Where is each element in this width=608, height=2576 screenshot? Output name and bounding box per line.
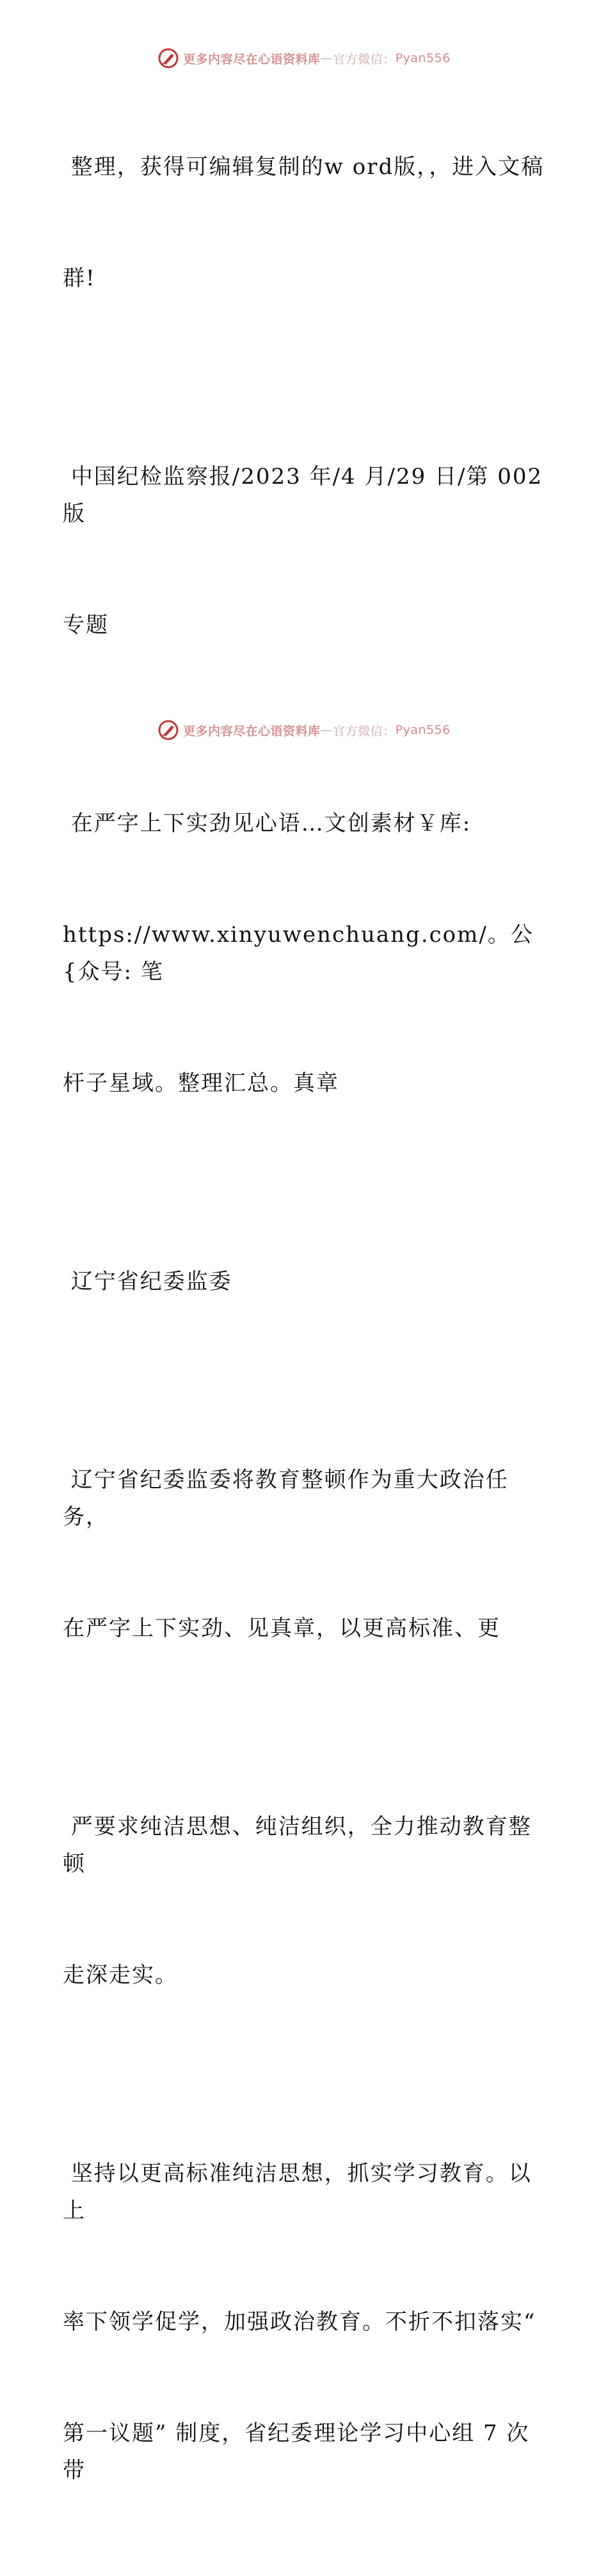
text-line: 专题 xyxy=(63,612,109,638)
banner-wechat-id: Pyan556 xyxy=(395,723,451,737)
paragraph-author xyxy=(63,1189,549,1374)
paragraph-body-2 xyxy=(63,1734,549,2068)
banner-wechat-label: 官方微信： xyxy=(333,52,396,67)
quill-logo-icon xyxy=(157,47,179,69)
text-line: 杆子星域。整理汇总。真章 xyxy=(63,1070,339,1096)
banner-dash: — xyxy=(320,723,333,737)
text-line: 严要求纯洁思想、纯洁组织，全力推动教育整顿 xyxy=(63,1814,532,1877)
text-line: 辽宁省纪委监委将教育整顿作为重大政治任务， xyxy=(63,1467,509,1530)
text-line: https://www.xinyuwenchuang.com/。公{众号: 笔 xyxy=(63,922,534,985)
banner-wechat-id: Pyan556 xyxy=(395,51,451,65)
paragraph-source xyxy=(63,384,549,718)
text-line: 坚持以更高标准纯洁思想，抓实学习教育。以上 xyxy=(63,2161,532,2223)
paragraph-body-1 xyxy=(63,1387,549,1721)
text-line: 在严字上下实劲见心语…文创素材￥库: xyxy=(63,811,472,836)
text-line: 走深走实。 xyxy=(63,1962,178,1988)
paragraph-body-3 xyxy=(63,2081,549,2563)
banner-main-text: 更多内容尽在心语资料库 xyxy=(183,724,321,738)
text-line: 群! xyxy=(63,266,96,291)
text-line: 辽宁省纪委监委 xyxy=(63,1269,232,1294)
header-watermark-banner xyxy=(0,45,608,71)
banner-wechat-label: 官方微信： xyxy=(333,724,396,738)
banner-main-text: 更多内容尽在心语资料库 xyxy=(183,52,321,67)
text-line: 整理，获得可编辑复制的w ord版，，进入文稿 xyxy=(63,154,545,180)
text-line: 第一议题” 制度，省纪委理论学习中心组 7 次带 xyxy=(63,2421,530,2483)
paragraph-title xyxy=(63,731,549,1176)
text-line: 中国纪检监察报/2023 年/4 月/29 日/第 002 版 xyxy=(63,464,551,527)
paragraph-intro xyxy=(63,74,549,371)
banner-dash: — xyxy=(320,51,333,65)
text-line: 在严字上下实劲、见真章，以更高标准、更 xyxy=(63,1616,500,1641)
footer-watermark-banner xyxy=(0,717,608,743)
quill-logo-icon xyxy=(157,719,179,741)
text-line: 率下领学促学，加强政治教育。不折不扣落实“ xyxy=(63,2309,536,2335)
document-body xyxy=(63,74,549,2576)
